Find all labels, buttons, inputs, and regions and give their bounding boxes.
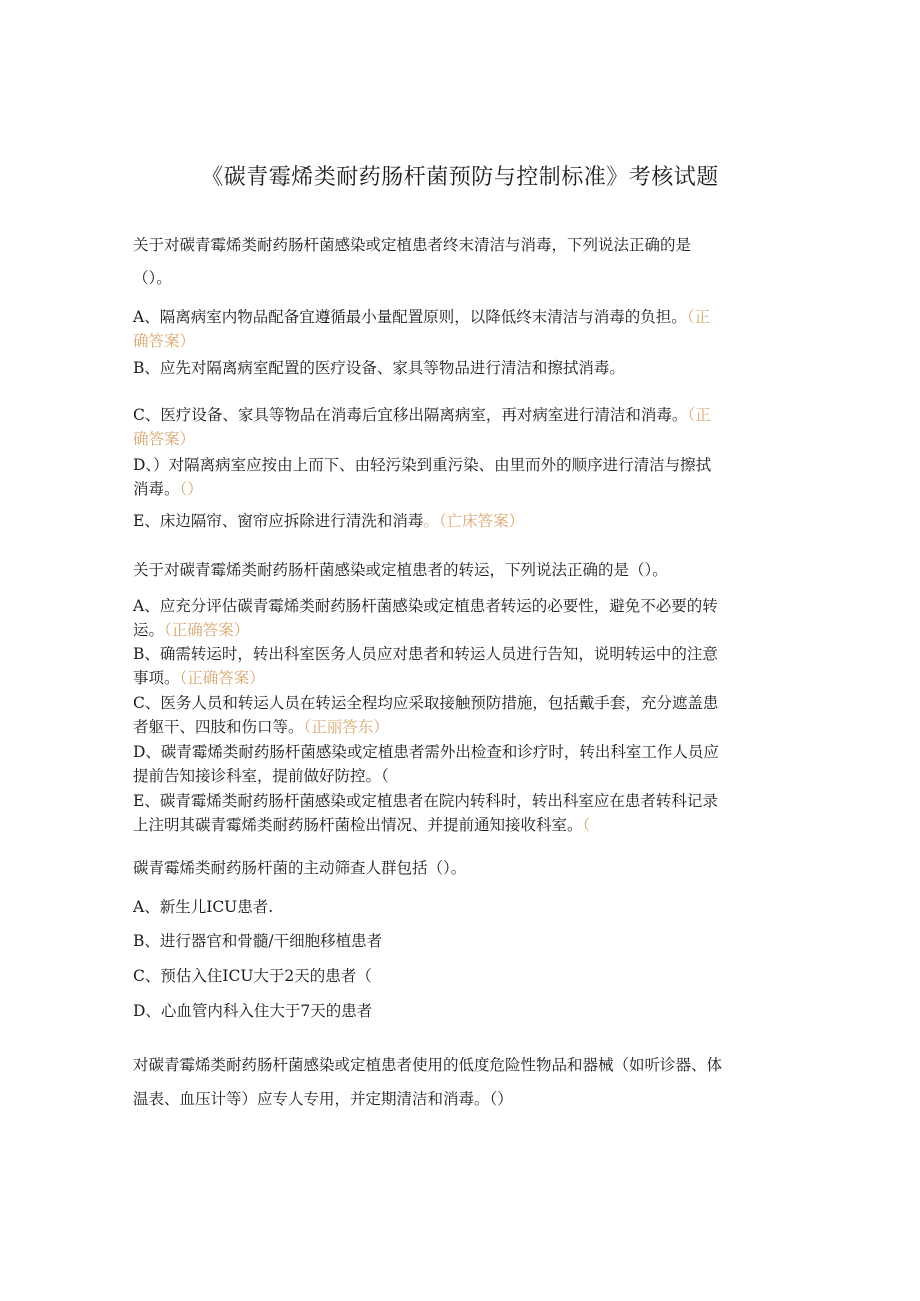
option-text: B、确需转运时，转出科室医务人员应对患者和转运人员进行告知，说明转运中的注意 — [133, 645, 718, 663]
answer-mark: （正丽答东） — [303, 718, 389, 736]
option-text: C、预估入住ICU大于2天的患者（ — [133, 967, 372, 985]
question-1-option-b — [133, 356, 778, 380]
answer-mark: （） — [179, 480, 203, 498]
option-text: C、医疗设备、家具等物品在消毒后宜移出隔离病室，再对病室进行清洁和消毒。 — [133, 406, 688, 424]
option-text: B、进行器官和骨髓/干细胞移植患者 — [133, 932, 383, 950]
answer-mark: （正 — [687, 406, 711, 424]
question-text: （）。 — [133, 269, 172, 287]
option-text: A、隔离病室内物品配备宜遵循最小量配置原则，以降低终末清洁与消毒的负担。 — [133, 308, 687, 326]
option-text: 事项。 — [133, 669, 180, 687]
question-text: 碳青霉烯类耐药肠杆菌的主动筛查人群包括（）。 — [133, 859, 467, 877]
question-1-option-e — [133, 509, 778, 533]
question-4-stem — [133, 1053, 778, 1077]
question-3-option-c — [133, 964, 778, 988]
answer-mark: 。（亡床答案） — [423, 512, 525, 530]
question-3-stem — [133, 856, 778, 880]
page-title: 《碳青霉烯类耐药肠杆菌预防与控制标准》考核试题 — [201, 165, 719, 190]
question-2-stem — [133, 558, 778, 582]
question-text: 温表、血压计等）应专人专用，并定期清洁和消毒。（） — [133, 1090, 513, 1108]
option-text: C、医务人员和转运人员在转运全程均应采取接触预防措施，包括戴手套，充分遮盖患 — [133, 694, 719, 712]
question-2-option-e — [133, 789, 778, 837]
answer-mark-continued: 确答案） — [133, 332, 196, 350]
option-text: 提前告知接诊科室，提前做好防控。（ — [133, 767, 389, 785]
option-text: 运。 — [133, 621, 165, 639]
question-2-option-b — [133, 642, 778, 690]
option-text: E、床边隔帘、窗帘应拆除进行清洗和消毒 — [133, 512, 424, 530]
question-1-option-d — [133, 453, 778, 501]
question-1-stem-line2 — [133, 266, 778, 290]
question-2-option-c — [133, 691, 778, 739]
option-text: 者躯干、四肢和伤口等。 — [133, 718, 304, 736]
option-text: D、心血管内科入住大于7天的患者 — [133, 1002, 373, 1020]
answer-mark: （正确答案） — [179, 669, 265, 687]
option-text: A、应充分评估碳青霉烯类耐药肠杆菌感染或定植患者转运的必要性，避免不必要的转 — [133, 597, 718, 615]
answer-mark: （正确答案） — [164, 621, 250, 639]
option-text: D、碳青霉烯类耐药肠杆菌感染或定植患者需外出检查和诊疗时，转出科室工作人员应 — [133, 743, 719, 761]
answer-mark-continued: 确答案） — [133, 430, 196, 448]
option-text: 消毒。 — [133, 480, 180, 498]
question-text: 对碳青霉烯类耐药肠杆菌感染或定植患者使用的低度危险性物品和器械（如听诊器、体 — [133, 1056, 723, 1074]
question-3-option-d — [133, 999, 778, 1023]
question-3-option-b — [133, 929, 778, 953]
question-text: 关于对碳青霉烯类耐药肠杆菌感染或定植患者终末清洁与消毒，下列说法正确的是 — [133, 236, 692, 254]
question-3-option-a — [133, 895, 778, 919]
answer-mark: （ — [582, 816, 591, 834]
question-1-option-c — [133, 403, 778, 451]
option-text: 上注明其碳青霉烯类耐药肠杆菌检出情况、并提前通知接收科室。 — [133, 816, 583, 834]
option-text: E、碳青霉烯类耐药肠杆菌感染或定植患者在院内转科时，转出科室应在患者转科记录 — [133, 792, 718, 810]
question-text: 关于对碳青霉烯类耐药肠杆菌感染或定植患者的转运，下列说法正确的是（）。 — [133, 561, 668, 579]
question-2-option-d — [133, 740, 778, 788]
option-text: A、新生儿ICU患者. — [133, 898, 274, 916]
question-4-stem-line2 — [133, 1087, 778, 1111]
answer-mark: （正 — [686, 308, 710, 326]
option-text: D、）对隔离病室应按由上而下、由轻污染到重污染、由里而外的顺序进行清洁与擦拭 — [133, 456, 712, 474]
question-1-stem — [133, 233, 778, 257]
option-text: B、应先对隔离病室配置的医疗设备、家具等物品进行清洁和擦拭消毒。 — [133, 359, 625, 377]
question-2-option-a — [133, 594, 778, 642]
question-1-option-a — [133, 305, 778, 353]
